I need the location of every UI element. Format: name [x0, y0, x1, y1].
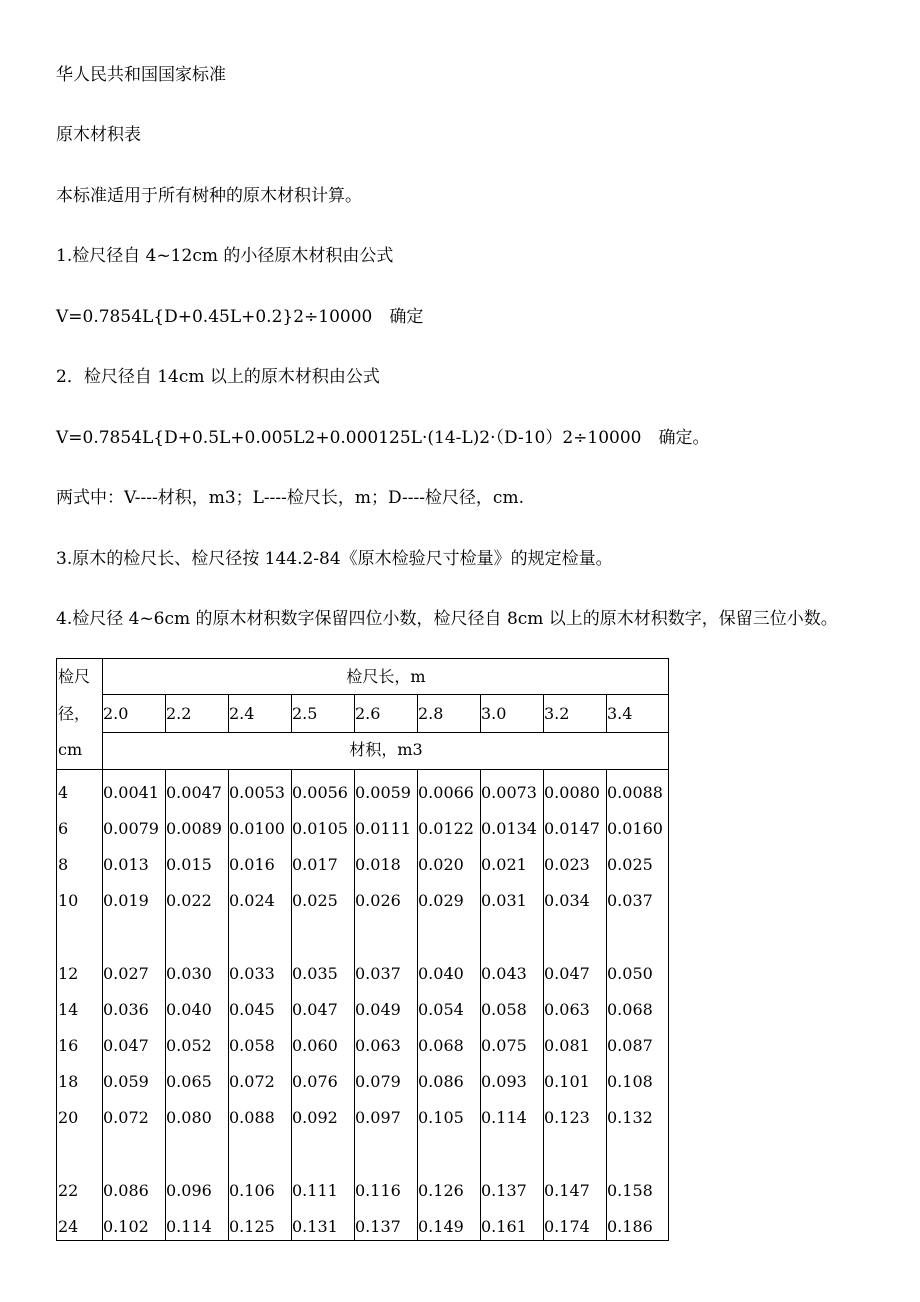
volume-cell: 0.054	[418, 1000, 464, 1019]
header-divider-2	[102, 732, 669, 733]
volume-cell: 0.126	[418, 1181, 464, 1200]
formula-2: V=0.7854L{D+0.5L+0.005L2+0.000125L·(14-L)2·（D-10）2÷10000 确定。	[56, 428, 710, 448]
rule-2-text: 2．检尺径自 14cm 以上的原木材积由公式	[56, 367, 380, 387]
volume-cell: 0.088	[229, 1108, 275, 1127]
volume-cell: 0.087	[607, 1036, 653, 1055]
volume-cell: 0.0053	[229, 783, 285, 802]
volume-cell: 0.079	[355, 1072, 401, 1091]
volume-cell: 0.0056	[292, 783, 348, 802]
volume-cell: 0.108	[607, 1072, 653, 1091]
volume-cell: 0.111	[292, 1181, 338, 1200]
volume-cell: 0.034	[544, 891, 590, 910]
document-heading: 华人民共和国国家标准	[56, 65, 226, 85]
diameter-cell: 14	[58, 1000, 79, 1019]
diameter-cell: 6	[58, 819, 69, 838]
volume-cell: 0.072	[103, 1108, 149, 1127]
diameter-cell: 10	[58, 891, 79, 910]
volume-cell: 0.022	[166, 891, 212, 910]
diameter-cell: 16	[58, 1036, 79, 1055]
volume-table	[56, 658, 669, 1241]
volume-cell: 0.114	[481, 1108, 527, 1127]
volume-cell: 0.063	[355, 1036, 401, 1055]
volume-cell: 0.093	[481, 1072, 527, 1091]
volume-cell: 0.040	[418, 964, 464, 983]
length-header-cell: 2.4	[229, 704, 255, 723]
volume-cell: 0.058	[481, 1000, 527, 1019]
length-header: 检尺长，m	[346, 667, 426, 686]
length-header-cell: 3.4	[607, 704, 633, 723]
volume-cell: 0.045	[229, 1000, 275, 1019]
diameter-cell: 12	[58, 964, 79, 983]
volume-cell: 0.029	[418, 891, 464, 910]
volume-cell: 0.0089	[166, 819, 222, 838]
volume-cell: 0.096	[166, 1181, 212, 1200]
volume-cell: 0.025	[607, 855, 653, 874]
diameter-cell: 22	[58, 1181, 79, 1200]
volume-cell: 0.161	[481, 1217, 527, 1236]
volume-cell: 0.123	[544, 1108, 590, 1127]
volume-cell: 0.0122	[418, 819, 474, 838]
length-header-cell: 3.0	[481, 704, 507, 723]
volume-cell: 0.0073	[481, 783, 537, 802]
volume-cell: 0.105	[418, 1108, 464, 1127]
diameter-header-line-1: 检尺	[58, 667, 91, 686]
rule-3-text: 3.原木的检尺长、检尺径按 144.2-84《原木检验尺寸检量》的规定检量。	[56, 549, 613, 569]
volume-cell: 0.023	[544, 855, 590, 874]
length-header-cell: 2.8	[418, 704, 444, 723]
document-subtitle: 原木材积表	[56, 125, 141, 145]
volume-cell: 0.025	[292, 891, 338, 910]
volume-cell: 0.013	[103, 855, 149, 874]
volume-cell: 0.0111	[355, 819, 411, 838]
length-header-cell: 2.2	[166, 704, 192, 723]
volume-cell: 0.024	[229, 891, 275, 910]
volume-cell: 0.092	[292, 1108, 338, 1127]
volume-cell: 0.0079	[103, 819, 159, 838]
volume-cell: 0.0041	[103, 783, 159, 802]
volume-cell: 0.019	[103, 891, 149, 910]
scope-statement: 本标准适用于所有树种的原木材积计算。	[56, 186, 362, 206]
volume-cell: 0.060	[292, 1036, 338, 1055]
volume-cell: 0.037	[355, 964, 401, 983]
volume-cell: 0.080	[166, 1108, 212, 1127]
length-header-cell: 2.6	[355, 704, 381, 723]
volume-cell: 0.075	[481, 1036, 527, 1055]
diameter-cell: 8	[58, 855, 69, 874]
diameter-cell: 18	[58, 1072, 79, 1091]
volume-cell: 0.047	[292, 1000, 338, 1019]
volume-cell: 0.0105	[292, 819, 348, 838]
volume-cell: 0.106	[229, 1181, 275, 1200]
diameter-cell: 24	[58, 1217, 79, 1236]
volume-cell: 0.052	[166, 1036, 212, 1055]
volume-cell: 0.137	[481, 1181, 527, 1200]
volume-cell: 0.049	[355, 1000, 401, 1019]
volume-cell: 0.0059	[355, 783, 411, 802]
volume-cell: 0.021	[481, 855, 527, 874]
volume-cell: 0.017	[292, 855, 338, 874]
volume-cell: 0.026	[355, 891, 401, 910]
volume-cell: 0.0147	[544, 819, 600, 838]
volume-cell: 0.102	[103, 1217, 149, 1236]
formula-1: V=0.7854L{D+0.45L+0.2}2÷10000 确定	[56, 307, 424, 327]
volume-cell: 0.072	[229, 1072, 275, 1091]
volume-cell: 0.131	[292, 1217, 338, 1236]
volume-cell: 0.0080	[544, 783, 600, 802]
volume-cell: 0.018	[355, 855, 401, 874]
volume-cell: 0.030	[166, 964, 212, 983]
volume-cell: 0.101	[544, 1072, 590, 1091]
volume-cell: 0.132	[607, 1108, 653, 1127]
variable-definitions: 两式中：V----材积，m3；L----检尺长，m；D----检尺径，cm.	[56, 488, 524, 508]
length-header-cell: 3.2	[544, 704, 570, 723]
volume-cell: 0.081	[544, 1036, 590, 1055]
diameter-header-line-3: cm	[58, 740, 83, 759]
volume-cell: 0.033	[229, 964, 275, 983]
volume-cell: 0.050	[607, 964, 653, 983]
volume-cell: 0.058	[229, 1036, 275, 1055]
volume-cell: 0.016	[229, 855, 275, 874]
volume-cell: 0.0088	[607, 783, 663, 802]
volume-cell: 0.043	[481, 964, 527, 983]
volume-cell: 0.068	[418, 1036, 464, 1055]
volume-cell: 0.116	[355, 1181, 401, 1200]
volume-cell: 0.027	[103, 964, 149, 983]
volume-cell: 0.137	[355, 1217, 401, 1236]
volume-cell: 0.174	[544, 1217, 590, 1236]
volume-cell: 0.047	[544, 964, 590, 983]
volume-cell: 0.0047	[166, 783, 222, 802]
volume-cell: 0.097	[355, 1108, 401, 1127]
volume-cell: 0.076	[292, 1072, 338, 1091]
volume-cell: 0.149	[418, 1217, 464, 1236]
diameter-column-divider	[102, 659, 103, 1241]
volume-cell: 0.086	[103, 1181, 149, 1200]
volume-cell: 0.0066	[418, 783, 474, 802]
volume-cell: 0.040	[166, 1000, 212, 1019]
volume-cell: 0.086	[418, 1072, 464, 1091]
volume-cell: 0.037	[607, 891, 653, 910]
volume-cell: 0.0134	[481, 819, 537, 838]
rule-1-text: 1.检尺径自 4~12cm 的小径原木材积由公式	[56, 246, 394, 266]
volume-cell: 0.047	[103, 1036, 149, 1055]
volume-cell: 0.125	[229, 1217, 275, 1236]
header-bottom-rule	[57, 769, 669, 770]
volume-cell: 0.059	[103, 1072, 149, 1091]
rule-4-text: 4.检尺径 4~6cm 的原木材积数字保留四位小数，检尺径自 8cm 以上的原木材积数字，保留三位小数。	[56, 609, 838, 629]
header-divider-1	[102, 694, 669, 695]
volume-cell: 0.065	[166, 1072, 212, 1091]
length-header-cell: 2.5	[292, 704, 318, 723]
volume-cell: 0.158	[607, 1181, 653, 1200]
volume-cell: 0.186	[607, 1217, 653, 1236]
volume-cell: 0.020	[418, 855, 464, 874]
volume-cell: 0.035	[292, 964, 338, 983]
volume-cell: 0.0100	[229, 819, 285, 838]
length-header-cell: 2.0	[103, 704, 129, 723]
volume-cell: 0.015	[166, 855, 212, 874]
volume-cell: 0.114	[166, 1217, 212, 1236]
volume-cell: 0.147	[544, 1181, 590, 1200]
volume-header: 材积，m3	[349, 740, 423, 759]
diameter-header-line-2: 径，	[58, 704, 91, 723]
volume-cell: 0.036	[103, 1000, 149, 1019]
diameter-cell: 20	[58, 1108, 79, 1127]
volume-cell: 0.0160	[607, 819, 663, 838]
diameter-cell: 4	[58, 783, 69, 802]
volume-cell: 0.063	[544, 1000, 590, 1019]
volume-cell: 0.031	[481, 891, 527, 910]
volume-cell: 0.068	[607, 1000, 653, 1019]
